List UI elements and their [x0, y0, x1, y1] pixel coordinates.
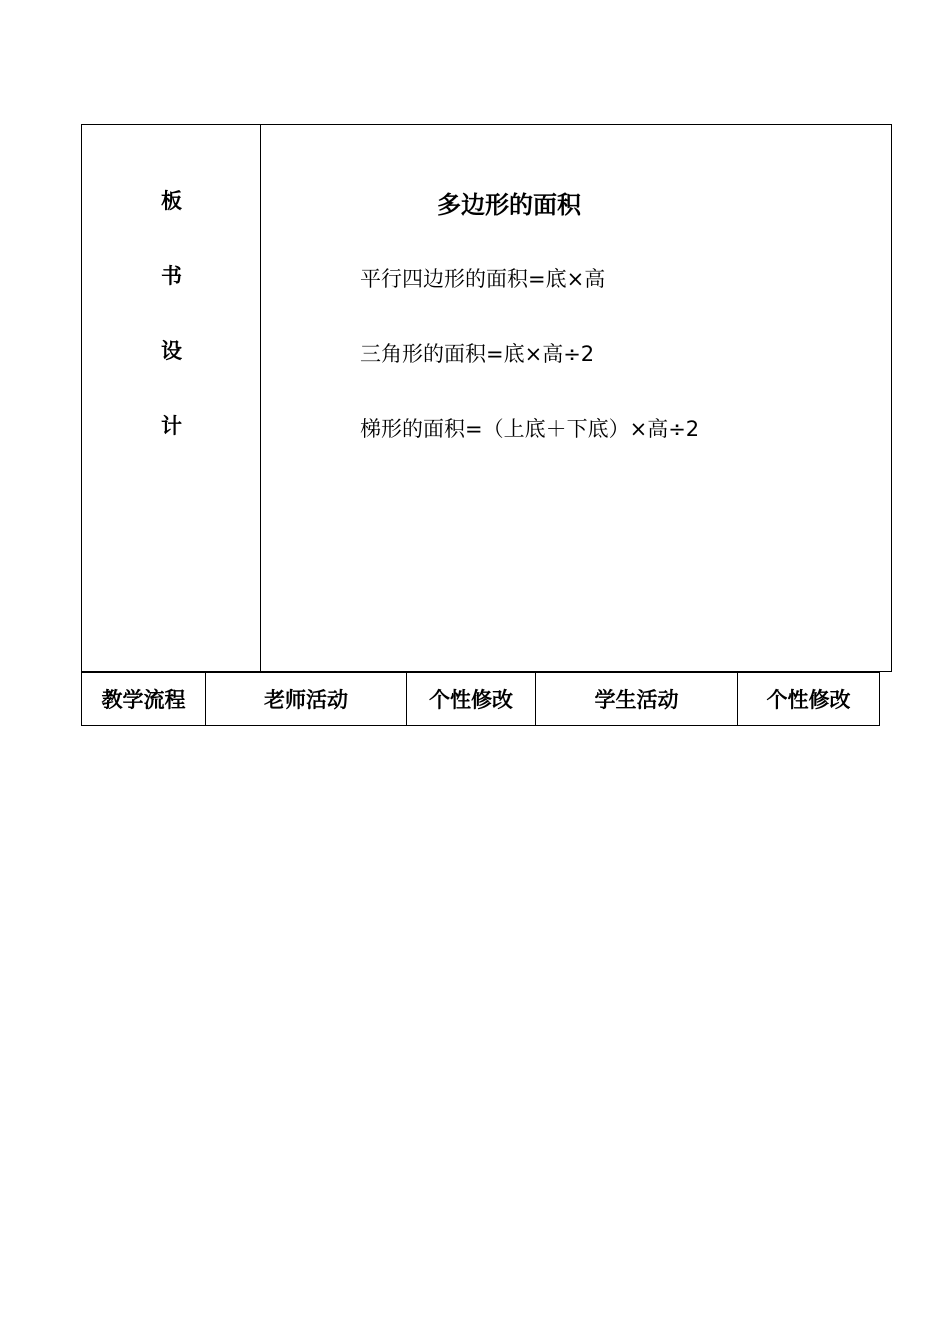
table-header-row — [82, 673, 880, 726]
header-teacher-activity: 老师活动 — [206, 673, 407, 726]
formula-trapezoid: 梯形的面积=（上底＋下底）×高÷2 — [360, 417, 700, 441]
side-label-char: 计 — [161, 414, 182, 438]
side-label-char: 书 — [161, 264, 182, 288]
board-title: 多边形的面积 — [437, 191, 581, 219]
side-label-char: 设 — [161, 339, 182, 363]
header-personal-revision: 个性修改 — [407, 673, 536, 726]
header-teaching-process: 教学流程 — [82, 673, 206, 726]
formula-parallelogram: 平行四边形的面积=底×高 — [360, 267, 606, 291]
header-personal-revision: 个性修改 — [738, 673, 880, 726]
header-student-activity: 学生活动 — [536, 673, 738, 726]
side-label-char: 板 — [161, 189, 182, 213]
formula-triangle: 三角形的面积=底×高÷2 — [360, 342, 595, 366]
board-design-label-cell — [82, 125, 261, 671]
board-design-table — [81, 124, 892, 672]
teaching-process-table — [81, 672, 880, 726]
